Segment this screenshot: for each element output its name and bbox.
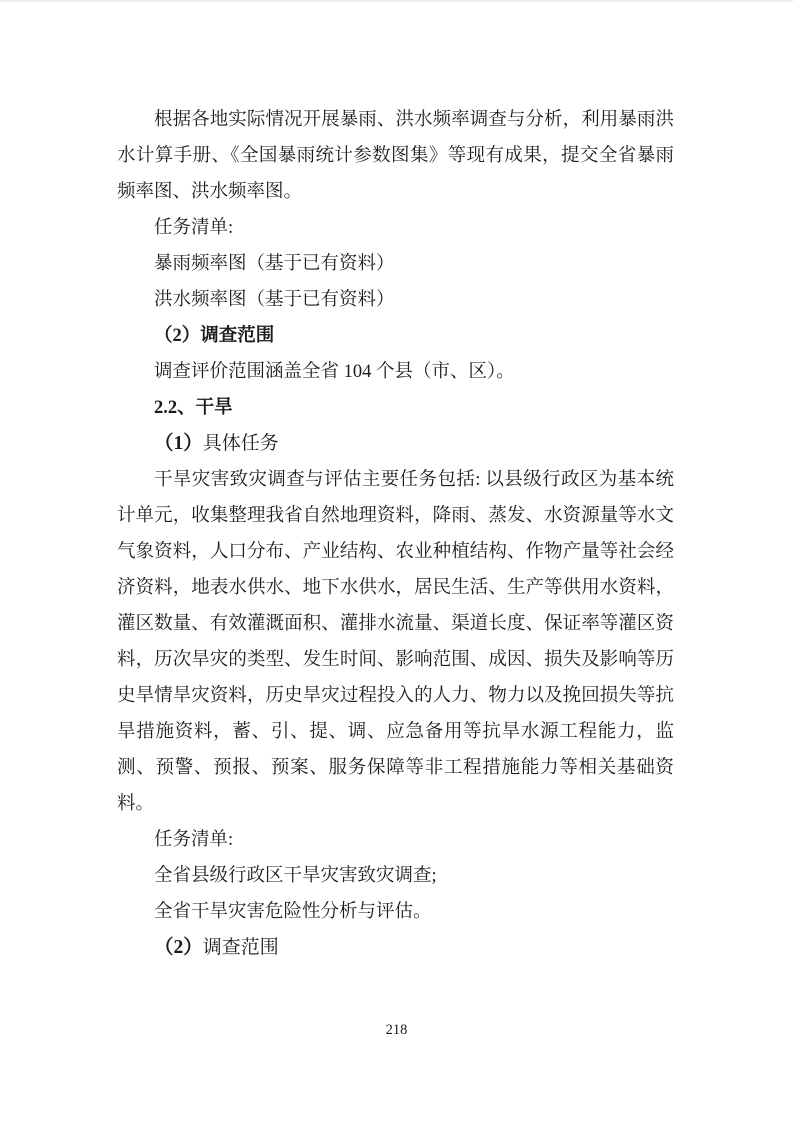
heading-survey-scope-drought-label: 调查范围 bbox=[202, 937, 279, 958]
task-item-drought-risk-assessment: 全省干旱灾害危险性分析与评估。 bbox=[154, 902, 432, 922]
heading-survey-scope-drought-number: （2） bbox=[154, 937, 203, 958]
section-heading-drought: 2.2、干旱 bbox=[154, 398, 233, 418]
task-item-flood-frequency-map: 洪水频率图（基于已有资料） bbox=[154, 290, 395, 310]
heading-survey-scope-flood: （2）调查范围 bbox=[154, 326, 275, 346]
task-item-rainstorm-frequency-map: 暴雨频率图（基于已有资料） bbox=[154, 254, 395, 274]
intro-paragraph: 根据各地实际情况开展暴雨、洪水频率调查与分析，利用暴雨洪水计算手册、《全国暴雨统计参数图集》等现有成果，提交全省暴雨频率图、洪水频率图。 bbox=[117, 110, 674, 202]
heading-specific-tasks bbox=[117, 426, 674, 462]
survey-scope-flood-text: 调查评价范围涵盖全省 104 个县（市、区）。 bbox=[154, 362, 515, 382]
task-list-label-drought: 任务清单: bbox=[154, 830, 234, 850]
drought-tasks-paragraph: 干旱灾害致灾调查与评估主要任务包括: 以县级行政区为基本统计单元，收集整理我省自然地理资料，降雨、蒸发、水资源量等水文气象资料，人口分布、产业结构、农业种植结构、作物产量等社会经济资料，地表水供水、地下水供水，居民生活、生产等供用水资料，灌区数量、有效灌溉面积、灌排水流量、渠道长度、保证率等灌区资料，历次旱灾的类型、发生时间、影响范围、成因、损失及影响等历史旱情旱灾资料，历史旱灾过程投入的人力、物力以及挽回损失等抗旱措施资料，蓄、引、提、调、应急备用等抗旱水源工程能力，监测、预警、预报、预案、服务保障等非工程措施能力等相关基础资料。 bbox=[117, 470, 674, 814]
heading-survey-scope-drought bbox=[117, 930, 674, 966]
task-list-label-flood: 任务清单: bbox=[154, 218, 234, 238]
heading-specific-tasks-label: 具体任务 bbox=[202, 433, 279, 454]
heading-specific-tasks-number: （1） bbox=[154, 433, 203, 454]
page-content bbox=[117, 102, 674, 966]
page-number: 218 bbox=[385, 1022, 408, 1038]
task-item-drought-survey: 全省县级行政区干旱灾害致灾调查; bbox=[154, 866, 437, 886]
